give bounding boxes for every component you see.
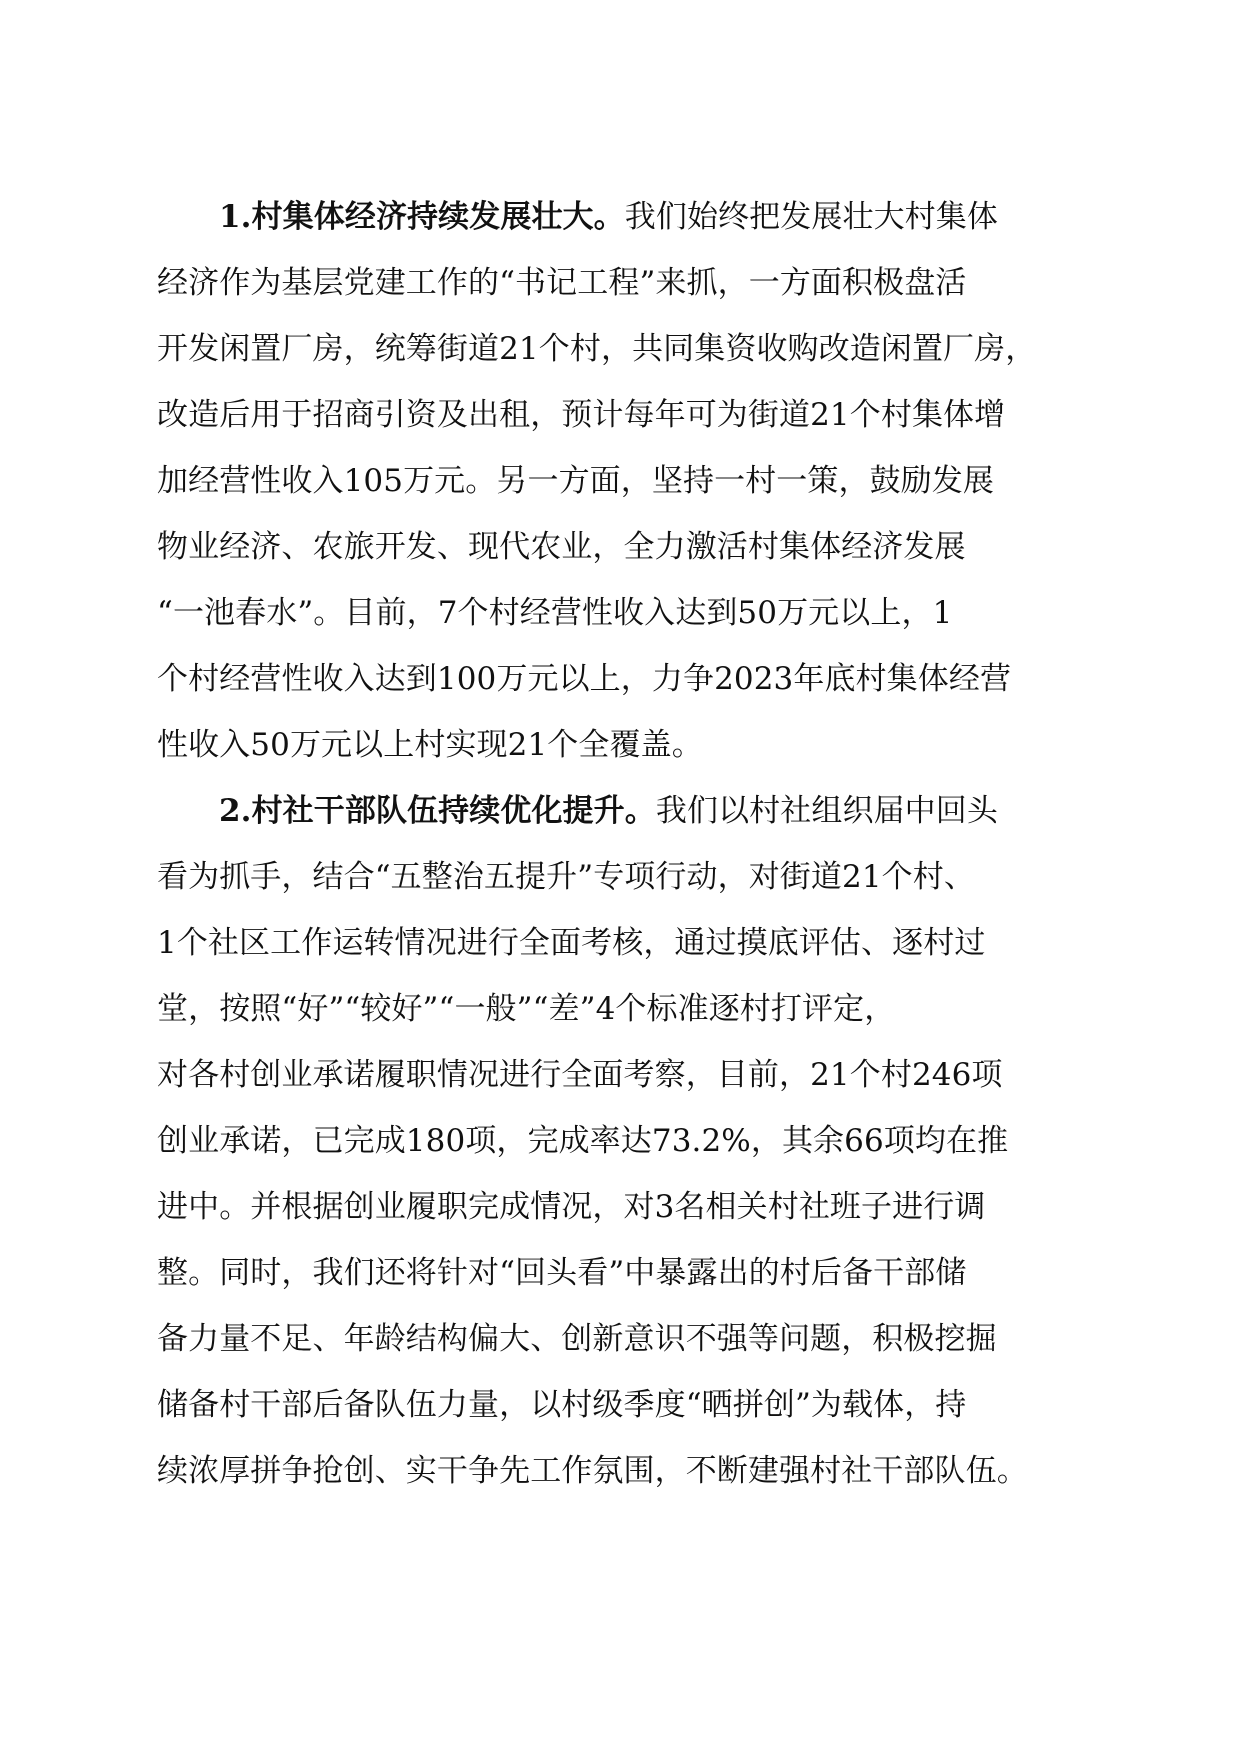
paragraph-2-line: 续浓厚拼争抢创、实干争先工作氛围，不断建强村社干部队伍。 bbox=[157, 1453, 1028, 1489]
paragraph-1-line: 加经营性收入105万元。另一方面，坚持一村一策，鼓励发展 bbox=[157, 463, 994, 499]
paragraph-1-heading: 1.村集体经济持续发展壮大。 bbox=[219, 199, 625, 235]
paragraph-1-line: 改造后用于招商引资及出租，预计每年可为街道21个村集体增 bbox=[157, 397, 1006, 433]
paragraph-2-line: 创业承诺，已完成180项，完成率达73.2%，其余66项均在推 bbox=[157, 1123, 1009, 1159]
paragraph-2-first-line bbox=[219, 791, 998, 831]
paragraph-2-line: 1个社区工作运转情况进行全面考核，通过摸底评估、逐村过 bbox=[157, 925, 986, 961]
paragraph-2-line: 对各村创业承诺履职情况进行全面考察，目前，21个村246项 bbox=[157, 1057, 1003, 1093]
paragraph-2-line: 堂，按照“好”“较好”“一般”“差”4个标准逐村打评定， bbox=[157, 991, 896, 1027]
paragraph-1-line: 我们始终把发展壮大村集体 bbox=[624, 199, 998, 235]
paragraph-2-line: 储备村干部后备队伍力量，以村级季度“晒拼创”为载体，持 bbox=[157, 1387, 967, 1423]
paragraph-1-line: 个村经营性收入达到100万元以上，力争2023年底村集体经营 bbox=[157, 661, 1012, 697]
paragraph-2-line: 进中。并根据创业履职完成情况，对3名相关村社班子进行调 bbox=[157, 1189, 986, 1225]
paragraph-2-line: 我们以村社组织届中回头 bbox=[655, 793, 998, 829]
paragraph-2-line: 备力量不足、年龄结构偏大、创新意识不强等问题，积极挖掘 bbox=[157, 1321, 997, 1357]
paragraph-1-line: “一池春水”。目前，7个村经营性收入达到50万元以上，1 bbox=[157, 595, 953, 631]
paragraph-2-line: 整。同时，我们还将针对“回头看”中暴露出的村后备干部储 bbox=[157, 1255, 967, 1291]
paragraph-1-line: 经济作为基层党建工作的“书记工程”来抓，一方面积极盘活 bbox=[157, 265, 967, 301]
paragraph-1-line: 性收入50万元以上村实现21个全覆盖。 bbox=[157, 727, 703, 763]
paragraph-2-heading: 2.村社干部队伍持续优化提升。 bbox=[219, 793, 656, 829]
paragraph-2-line: 看为抓手，结合“五整治五提升”专项行动，对街道21个村、 bbox=[157, 859, 975, 895]
paragraph-1-line: 物业经济、农旅开发、现代农业，全力激活村集体经济发展 bbox=[157, 529, 966, 565]
paragraph-1-line: 开发闲置厂房，统筹街道21个村，共同集资收购改造闲置厂房， bbox=[157, 331, 1037, 367]
paragraph-1-first-line bbox=[219, 197, 998, 237]
